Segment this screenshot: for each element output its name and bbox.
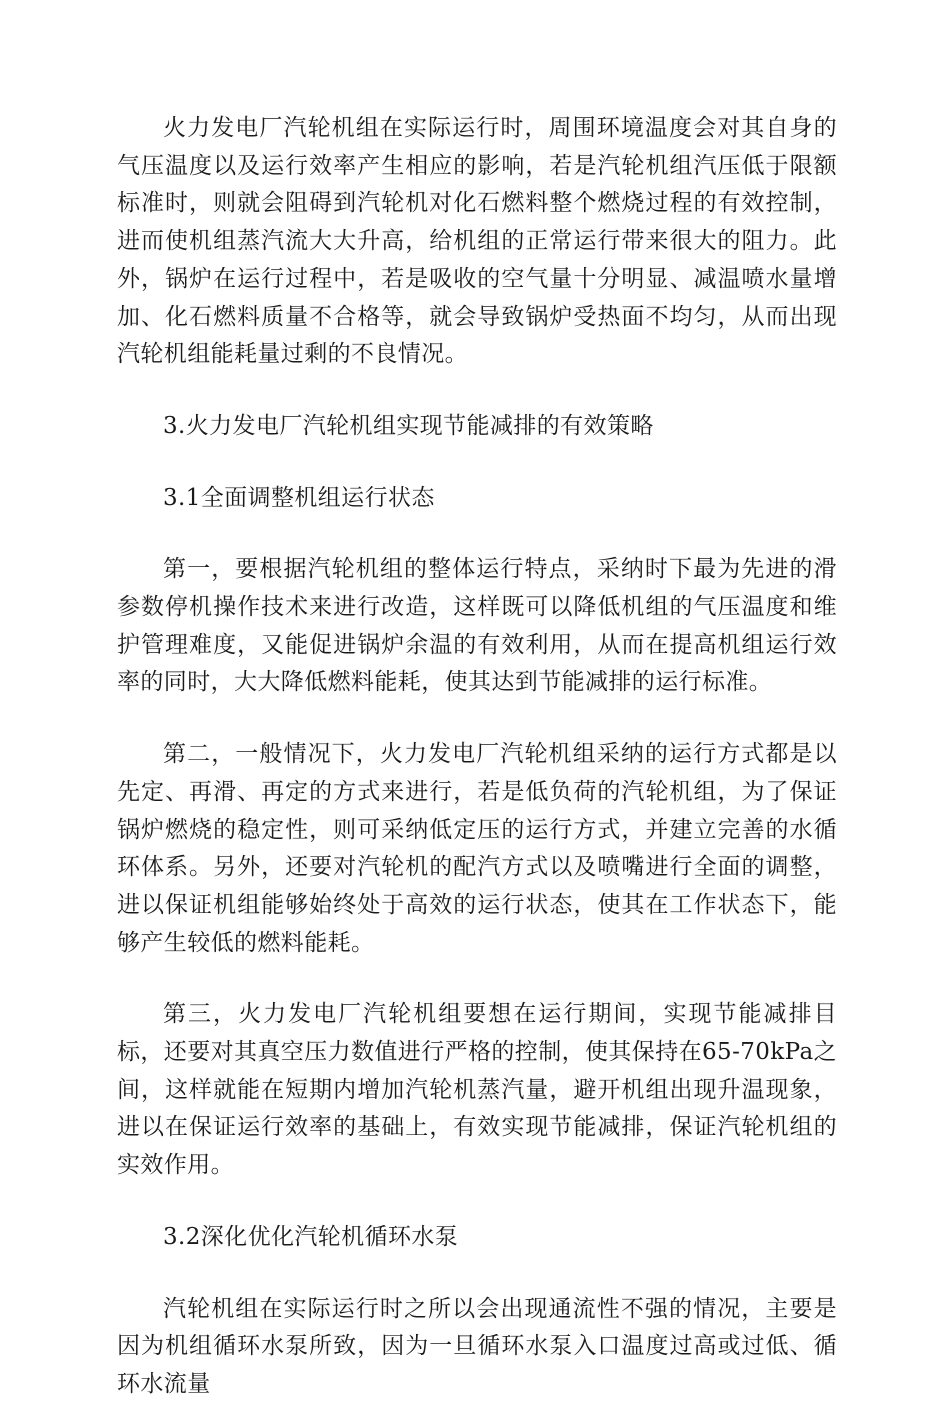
document-body — [117, 110, 837, 1404]
paragraph-first-measure: 第一，要根据汽轮机组的整体运行特点，采纳时下最为先进的滑参数停机操作技术来进行改造，这样既可以降低机组的气压温度和维护管理难度，又能促进锅炉余温的有效利用，从而在提高机组运行效率的同时，大大降低燃料能耗，使其达到节能减排的运行标准。 — [117, 556, 837, 696]
paragraph-gap — [117, 702, 837, 736]
paragraph-gap — [117, 1185, 837, 1219]
paragraph-environment-impact: 火力发电厂汽轮机组在实际运行时，周围环境温度会对其自身的气压温度以及运行效率产生相应的影响，若是汽轮机组汽压低于限额标准时，则就会阻碍到汽轮机对化石燃料整个燃烧过程的有效控制，进而使机组蒸汽流大大升高，给机组的正常运行带来很大的阻力。此外，锅炉在运行过程中，若是吸收的空气量十分明显、减温喷水量增加、化石燃料质量不合格等，就会导致锅炉受热面不均匀，从而出现汽轮机组能耗量过剩的不良情况。 — [117, 115, 837, 368]
paragraph-gap — [117, 517, 837, 551]
paragraph-gap — [117, 962, 837, 996]
paragraph-circulating-pump: 汽轮机组在实际运行时之所以会出现通流性不强的情况，主要是因为机组循环水泵所致，因为一旦循环水泵入口温度过高或过低、循环水流量 — [117, 1295, 837, 1397]
subsection-heading-3-2: 3.2深化优化汽轮机循环水泵 — [163, 1223, 459, 1250]
paragraph-third-measure: 第三，火力发电厂汽轮机组要想在运行期间，实现节能减排目标，还要对其真空压力数值进行严格的控制，使其保持在65-70kPa之间，这样就能在短期内增加汽轮机蒸汽量，避开机组出现升温现象，进以在保证运行效率的基础上，有效实现节能减排，保证汽轮机组的实效作用。 — [117, 1001, 837, 1179]
section-heading-3: 3.火力发电厂汽轮机组实现节能减排的有效策略 — [163, 412, 654, 439]
paragraph-gap — [117, 446, 837, 480]
paragraph-gap — [117, 1257, 837, 1291]
paragraph-gap — [117, 374, 837, 408]
subsection-heading-3-1: 3.1全面调整机组运行状态 — [163, 484, 435, 511]
paragraph-second-measure: 第二，一般情况下，火力发电厂汽轮机组采纳的运行方式都是以先定、再滑、再定的方式来进行，若是低负荷的汽轮机组，为了保证锅炉燃烧的稳定性，则可采纳低定压的运行方式，并建立完善的水循环体系。另外，还要对汽轮机的配汽方式以及喷嘴进行全面的调整，进以保证机组能够始终处于高效的运行状态，使其在工作状态下，能够产生较低的燃料能耗。 — [117, 741, 837, 956]
